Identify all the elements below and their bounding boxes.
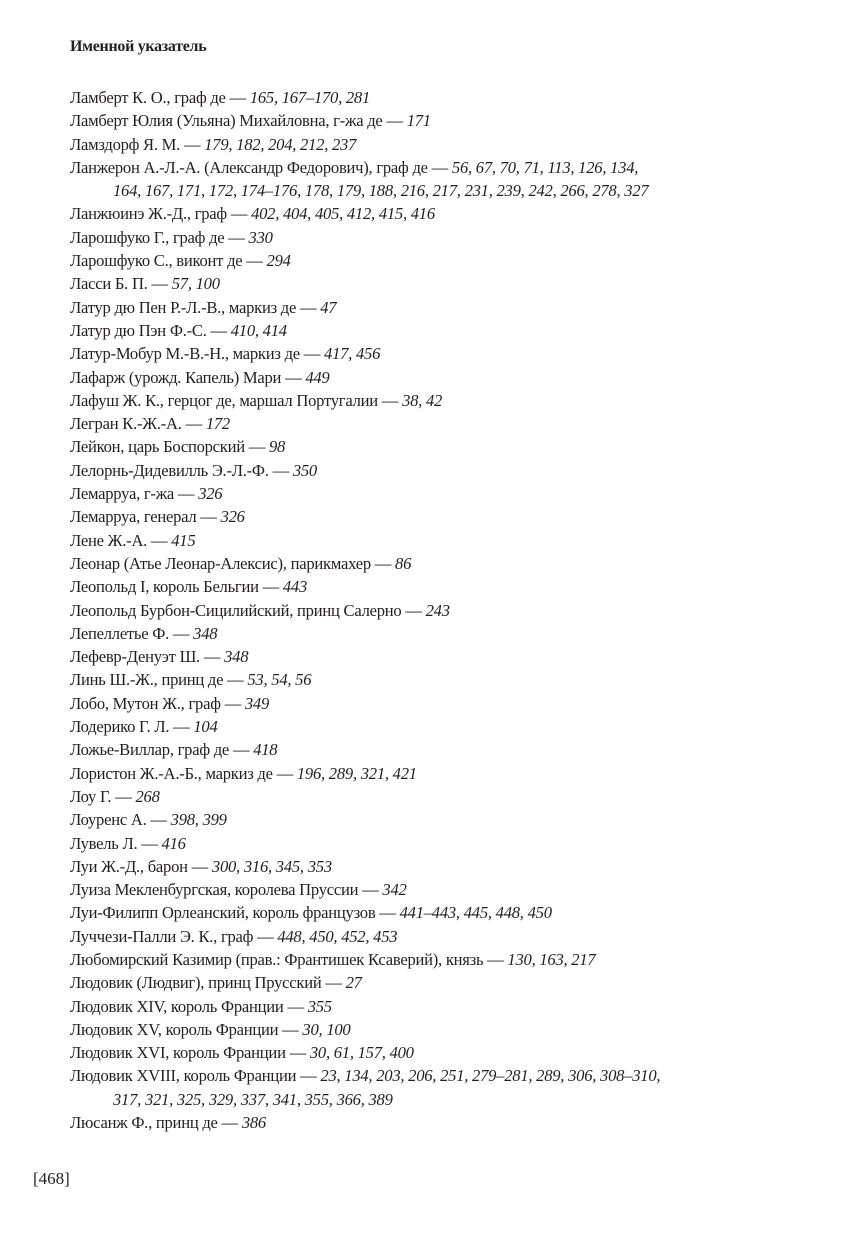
entry-name: Лепеллетье Ф. —: [70, 623, 194, 643]
index-entry: [70, 948, 830, 971]
index-entry: [70, 762, 830, 785]
entry-pages: 104: [193, 717, 218, 737]
entry-name: Лувель Л. —: [70, 833, 162, 853]
page-number: [468]: [33, 1169, 70, 1188]
index-entry: [70, 1064, 830, 1111]
index-entry: [70, 738, 830, 761]
entry-pages: 441–443, 445, 448, 450: [399, 903, 552, 923]
index-entry: [70, 785, 830, 808]
index-entry: [70, 296, 830, 319]
entry-pages: 386: [241, 1113, 266, 1133]
index-entry: [70, 692, 830, 715]
index-entry: [70, 272, 830, 295]
entry-pages: 398, 399: [170, 810, 227, 830]
entry-name: Любомирский Казимир (прав.: Франтишек Ксаверий), князь —: [70, 949, 508, 969]
entry-name: Людовик (Людвиг), принц Прусский —: [70, 973, 346, 993]
entry-pages-continued: 317, 321, 325, 329, 337, 341, 355, 366, 389: [113, 1089, 393, 1109]
index-entry: [70, 855, 830, 878]
entry-name: Луччези-Палли Э. К., граф —: [70, 926, 278, 946]
index-entry: [70, 86, 830, 109]
index-entry: [70, 599, 830, 622]
entry-name: Лейкон, царь Боспорский —: [70, 437, 269, 457]
index-entry: [70, 1111, 830, 1134]
entry-name: Лоу Г. —: [70, 786, 136, 806]
entry-name: Лодерико Г. Л. —: [70, 717, 194, 737]
entry-pages: 294: [266, 251, 291, 271]
entry-name: Ламберт Юлия (Ульяна) Михайловна, г-жа де —: [70, 111, 407, 131]
entry-pages: 355: [307, 996, 332, 1016]
entry-name: Людовик XVIII, король Франции —: [70, 1066, 321, 1086]
index-entry: [70, 482, 830, 505]
entry-pages: 268: [135, 786, 160, 806]
entry-name: Людовик XVI, король Франции —: [70, 1043, 310, 1063]
entry-name: Лене Ж.-А. —: [70, 530, 172, 550]
entry-pages: 300, 316, 345, 353: [211, 856, 332, 876]
entry-pages: 47: [320, 297, 337, 317]
entry-pages: 38, 42: [402, 390, 443, 410]
entry-name: Ларошфуко С., виконт де —: [70, 251, 267, 271]
entry-name: Ложье-Виллар, граф де —: [70, 740, 254, 760]
entry-name: Лафарж (урожд. Капель) Мари —: [70, 367, 306, 387]
entry-pages: 415: [171, 530, 196, 550]
entry-pages: 326: [220, 507, 245, 527]
section-header: Именной указатель: [70, 38, 207, 55]
index-entry: [70, 901, 830, 924]
entry-name: Ламберт К. О., граф де —: [70, 88, 250, 107]
index-entry: [70, 109, 830, 132]
entry-pages: 165, 167–170, 281: [249, 88, 371, 107]
entry-pages: 402, 404, 405, 412, 415, 416: [251, 204, 435, 224]
index-entry: [70, 878, 830, 901]
index-entry: [70, 645, 830, 668]
index-entry: [70, 1018, 830, 1041]
entry-name: Лемарруа, генерал —: [70, 507, 221, 527]
entry-pages: 350: [292, 460, 317, 480]
entry-pages: 30, 61, 157, 400: [309, 1043, 414, 1063]
entry-pages: 342: [382, 880, 407, 900]
entry-pages: 326: [198, 484, 223, 504]
entry-pages: 196, 289, 321, 421: [296, 763, 417, 783]
entry-pages: 23, 134, 203, 206, 251, 279–281, 289, 306, 308–310,: [320, 1066, 661, 1086]
entry-name: Луи-Филипп Орлеанский, король французов —: [70, 903, 400, 923]
index-entry: [70, 575, 830, 598]
index-entry: [70, 808, 830, 831]
entry-pages: 418: [253, 740, 278, 760]
entry-name: Латур-Мобур М.-В.-Н., маркиз де —: [70, 344, 325, 364]
index-entry: [70, 505, 830, 528]
index-entry: [70, 226, 830, 249]
entry-name: Люсанж Ф., принц де —: [70, 1113, 242, 1133]
entry-pages: 172: [205, 414, 230, 434]
entry-pages: 56, 67, 70, 71, 113, 126, 134,: [451, 157, 639, 177]
index-entry: [70, 319, 830, 342]
entry-pages: 98: [269, 437, 286, 457]
entry-pages: 53, 54, 56: [247, 670, 312, 690]
index-entry: [70, 715, 830, 738]
index-entry: [70, 971, 830, 994]
entry-name: Ланжерон А.-Л.-А. (Александр Федорович), граф де —: [70, 157, 452, 177]
entry-pages: 448, 450, 452, 453: [277, 926, 398, 946]
entry-name: Луиза Мекленбургская, королева Пруссии —: [70, 880, 383, 900]
index-entry: [70, 668, 830, 691]
index-entry: [70, 202, 830, 225]
entry-pages: 27: [345, 973, 362, 993]
index-entry: [70, 552, 830, 575]
entry-name: Ларошфуко Г., граф де —: [70, 227, 249, 247]
entry-name: Леопольд Бурбон-Сицилийский, принц Салерно —: [70, 600, 426, 620]
entry-name: Людовик XV, король Франции —: [70, 1019, 303, 1039]
index-entry: [70, 389, 830, 412]
entry-pages-continued: 164, 167, 171, 172, 174–176, 178, 179, 188, 216, 217, 231, 239, 242, 266, 278, 327: [113, 181, 649, 201]
entry-pages: 179, 182, 204, 212, 237: [204, 134, 357, 154]
entry-name: Леопольд I, король Бельгии —: [70, 577, 283, 597]
entry-pages: 443: [282, 577, 308, 597]
index-entry: [70, 435, 830, 458]
index-entry: [70, 249, 830, 272]
entry-pages: 243: [425, 600, 450, 620]
entry-pages: 330: [248, 227, 273, 247]
entry-name: Лобо, Мутон Ж., граф —: [70, 693, 245, 713]
index-entry: [70, 529, 830, 552]
entry-name: Латур дю Пэн Ф.-С. —: [70, 320, 231, 340]
index-entry: [70, 622, 830, 645]
entry-name: Ласси Б. П. —: [70, 274, 172, 294]
index-entry: [70, 156, 830, 203]
entry-pages: 57, 100: [171, 274, 220, 294]
entry-name: Лемарруа, г-жа —: [70, 484, 199, 504]
index-entry: [70, 925, 830, 948]
entry-pages: 86: [395, 553, 412, 573]
index-list: [70, 86, 830, 1134]
entry-name: Латур дю Пен Р.-Л.-В., маркиз де —: [70, 297, 321, 317]
entry-pages: 171: [406, 111, 431, 131]
index-entry: [70, 1041, 830, 1064]
entry-name: Ламздорф Я. М. —: [70, 134, 205, 154]
entry-name: Лафуш Ж. К., герцог де, маршал Португалии —: [70, 390, 403, 410]
entry-name: Леонар (Атье Леонар-Алексис), парикмахер —: [70, 553, 396, 573]
entry-pages: 410, 414: [230, 320, 287, 340]
entry-pages: 348: [193, 623, 218, 643]
entry-name: Ланжюинэ Ж.-Д., граф —: [70, 204, 252, 224]
index-entry: [70, 995, 830, 1018]
index-entry: [70, 133, 830, 156]
index-entry: [70, 832, 830, 855]
index-entry: [70, 459, 830, 482]
entry-pages: 349: [244, 693, 269, 713]
entry-name: Лелорнь-Дидевилль Э.-Л.-Ф. —: [70, 460, 293, 480]
entry-name: Лефевр-Денуэт Ш. —: [70, 647, 225, 667]
entry-pages: 348: [224, 647, 249, 667]
entry-name: Легран К.-Ж.-А. —: [70, 414, 206, 434]
index-entry: [70, 412, 830, 435]
entry-name: Линь Ш.-Ж., принц де —: [70, 670, 248, 690]
entry-name: Лористон Ж.-А.-Б., маркиз де —: [70, 763, 297, 783]
entry-pages: 449: [305, 367, 330, 387]
entry-pages: 417, 456: [324, 344, 381, 364]
entry-pages: 130, 163, 217: [507, 949, 596, 969]
index-entry: [70, 366, 830, 389]
entry-name: Людовик XIV, король Франции —: [70, 996, 308, 1016]
entry-pages: 30, 100: [302, 1019, 351, 1039]
entry-name: Луи Ж.-Д., барон —: [70, 856, 212, 876]
entry-pages: 416: [161, 833, 186, 853]
entry-name: Лоуренс А. —: [70, 810, 171, 830]
index-entry: [70, 342, 830, 365]
